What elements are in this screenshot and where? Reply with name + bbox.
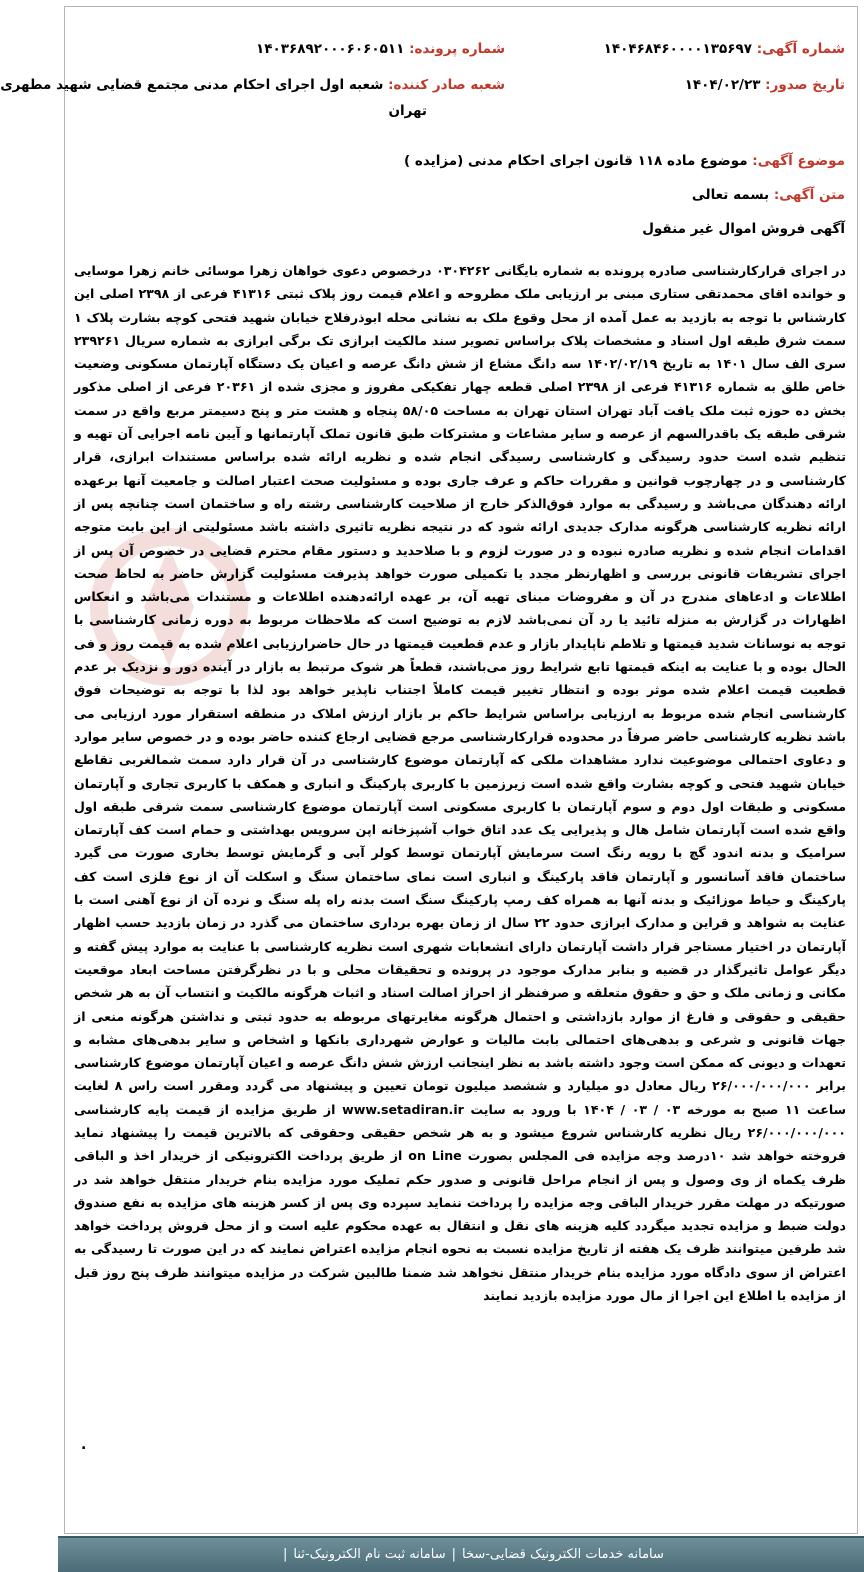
notice-number: ۱۴۰۴۶۸۴۶۰۰۰۰۱۳۵۶۹۷ bbox=[603, 41, 752, 57]
footer-bar bbox=[58, 1536, 864, 1572]
issuing-branch-row bbox=[0, 77, 505, 93]
issuing-branch-line2: تهران bbox=[388, 103, 427, 119]
basmala: بسمه تعالی bbox=[691, 187, 770, 203]
issue-date-row bbox=[685, 77, 845, 93]
issuing-branch-line2-row bbox=[388, 103, 427, 119]
case-number: ۱۴۰۳۶۸۹۲۰۰۰۶۰۶۰۵۱۱ bbox=[256, 41, 405, 57]
text-label: متن آگهی: bbox=[773, 187, 845, 203]
issue-date-label: تاریخ صدور: bbox=[765, 77, 845, 93]
body-part2: از طریق مزایده از قیمت پایه کارشناسی ۲۶/۰۰۰/۰۰۰/۰۰۰ ریال نظریه کارشناس شروع میشود و به هر شخص حقیقی وحقوقی که بالاترین قیمت را پیشنهاد نماید فروخته خواهد شد ۱۰درصد وجه مزایده فی المجلس بصورت on Line از طریق پرداخت الکترونیکی از خریدار اخذ و الباقی ظرف یکماه از وی وصول و پس از انجام مراحل قانونی و صدور حکم تملیک مورد مزایده بنام خریدار منتقل خواهد شد در صورتیکه در مهلت مقرر خریدار الباقی وجه مزایده را پرداخت ننماید سپرده وی پس از کسر هزینه های مزایده به نفع صندوق دولت ضبط و مزایده تجدید میگردد کلیه هزینه های نقل و انتقال به عهده محکوم علیه است و از محل فروش پرداخت خواهد شد طرفین میتوانند ظرف یک هفته از تاریخ مزایده نسبت به نحوه انجام مزایده اعتراض نمایند که در این صورت تا رسیدگی به اعتراض از سوی دادگاه مورد مزایده بنام خریدار منتقل نخواهد شد ضمنا طالبین شرکت در مزایده میتوانند ظرف پنج روز قبل از مزایده با اطلاع این اجرا از مال مورد مزایده بازدید نمایند bbox=[74, 1101, 847, 1304]
footer-link-sakha[interactable]: سامانه خدمات الکترونیک قضایی-سخا bbox=[461, 1547, 664, 1562]
footer-link-sana[interactable]: سامانه ثبت نام الکترونیک-ثنا bbox=[293, 1547, 446, 1562]
issuing-branch-label: شعبه صادر کننده: bbox=[388, 77, 505, 93]
subject-label: موضوع آگهی: bbox=[752, 153, 845, 169]
case-number-row bbox=[256, 41, 505, 57]
setadiran-link[interactable]: www.setadiran.ir bbox=[342, 1101, 464, 1117]
footer-links bbox=[283, 1547, 664, 1562]
trailing-dot: . bbox=[81, 1437, 87, 1453]
case-number-label: شماره پرونده: bbox=[409, 41, 505, 57]
issuing-branch-line1: شعبه اول اجرای احکام مدنی مجتمع قضایی شهید مطهری bbox=[0, 77, 384, 93]
notice-frame bbox=[0, 6, 858, 1534]
notice-body bbox=[74, 259, 846, 1307]
subject: موضوع ماده ۱۱۸ قانون اجرای احکام مدنی (مزایده ) bbox=[404, 153, 748, 169]
issue-date: ۱۴۰۴/۰۲/۲۳ bbox=[684, 77, 761, 93]
footer-separator-end: | bbox=[283, 1547, 288, 1562]
body-part1: در اجرای قرارکارشناسی صادره پرونده به شماره بایگانی ۰۳۰۴۲۶۲ درخصوص دعوی خواهان زهرا موسائی خانم زهرا موسایی و خوانده اقای محمدتقی ستاری مبنی بر ارزیابی ملک مطروحه و اعلام قیمت روز پلاک ثبتی ۴۱۳۱۶ فرعی از ۲۳۹۸ اصلی این کارشناس با توجه به بازدید به عمل آمده از محل وقوع ملک به نشانی محله ابوذرفلاح خیابان شهید فتحی کوچه بشارت پلاک ۱ سمت شرق طبقه اول اسناد و مشخصات پلاک براساس تصویر سند مالکیت ابرازی تک برگی ابرازی به شماره سریال ۲۳۹۲۶۱ سری الف سال ۱۴۰۱ به تاریخ ۱۴۰۲/۰۲/۱۹ سه دانگ مشاع از شش دانگ عرصه و اعیان یک دستگاه آپارتمان مسکونی وضعیت خاص طلق به شماره ۴۱۳۱۶ فرعی از ۲۳۹۸ اصلی قطعه چهار تفکیکی مفروز و مجزی شده از ۲۰۳۶۱ فرعی از اصلی مذکور بخش ده حوزه ثبت ملک یافت آباد تهران استان تهران به مساحت ۵۸/۰۵ پنجاه و هشت متر و پنج دسیمتر مربع واقع در سمت شرقی طبقه یک باقدرالسهم از عرصه و سایر مشاعات و مشترکات طبق قانون تملک آپارتمانها و آیین نامه اجرایی آن تهیه و تنظیم شده است حدود رسیدگی و کارشناسی رسیدگی انجام شده و نظریه ارائه شده براساس مستندات ابرازی، قرار کارشناسی و در چهارچوب قوانین و مقررات حاکم و عرف جاری بوده و مسئولیت صحت اعتبار اصالت و جامعیت آنها برعهده ارائه دهندگان می‌باشد و رسیدگی به موارد فوق‌الذکر خارج از صلاحیت کارشناسی رشته راه و ساختمان است چنانچه پس از ارائه نظریه کارشناسی هرگونه مدارک جدیدی ارائه شود که در نتیجه نظریه تاثیری داشته باشد مسئولیتی از این بابت متوجه اقدامات انجام شده و نظریه صادره نبوده و در صورت لزوم و با صلاحدید و دستور مقام محترم قضایی در خصوص آن پس از اجرای تشریفات قانونی بررسی و اظهارنظر مجدد یا تکمیلی صورت خواهد پذیرفت مسئولیت گزارش حاضر به لحاظ صحت اطلاعات و ادعاهای مندرج در آن و مفروضات مبنای تهیه آن، بر عهده ارائه‌دهنده اطلاعات و مستندات می‌باشد و انعکاس اظهارات در گزارش به منزله تائید یا رد آن نمی‌باشد لازم به توضیح است که ملاحظات مربوط به دوره زمانی کارشناسی با توجه به نوسانات شدید قیمتها و تلاطم ناپایدار بازار و عدم قطعیت قیمتها در حال حاضرارزیابی اعلام شده به قیمت روز و فی الحال بوده و با عنایت به اینکه قیمتها تابع شرایط روز می‌باشند، قطعاً هر شوک مرتبط به بازار در آینده دور و نزدیک بر عدم قطعیت قیمت اعلام شده موثر بوده و انتظار تغییر قیمت کاملاً اجتناب ناپذیر خواهد بود لذا با توجه به توضیحات فوق کارشناسی انجام شده مربوط به ارزیابی براساس شرایط حاکم بر بازار ارزش املاک در منطقه استقرار مورد ارزیابی می باشد نظریه کارشناسی حاضر صرفاً در محدوده قرارکارشناسی مرجع قضایی ارجاع کننده حاضر بوده و در خصوص سایر موارد و دعاوی احتمالی موضوعیت ندارد مشاهدات ملکی که آپارتمان موضوع کارشناسی در آن قرار دارد سمت شمالغربی تقاطع خیابان شهید فتحی و کوچه بشارت واقع شده است زیرزمین با کاربری پارکینگ و انباری و همکف با کاربری تجاری و آپارتمان مسکونی و طبقات اول دوم و سوم آپارتمان با کاربری مسکونی است آپارتمان موضوع کارشناسی سمت شرقی طبقه اول واقع شده است آپارتمان شامل هال و پذیرایی یک عدد اتاق خواب آشپزخانه اپن سرویس بهداشتی و حمام است کف آپارتمان سرامیک و بدنه اندود گچ با رویه رنگ است سرمایش آپارتمان توسط کولر آبی و گرمایش توسط بخاری صورت می گیرد ساختمان فاقد آسانسور و آپارتمان فاقد پارکینگ و انباری است نمای ساختمان سنگ و اسکلت آن از نوع فلزی است کف پارکینگ و حیاط موزائیک و بدنه آنها به همراه کف رمپ پارکینگ سنگ است بدنه راه پله سنگ و نرده آن از نوع آهنی است با عنایت به شواهد و قراین و مدارک ابرازی حدود ۲۲ سال از زمان بهره برداری ساختمان می گذرد در زمان بازدید حسب اظهار آپارتمان در اختیار مستاجر قرار داشت آپارتمان دارای انشعابات شهری است نظریه کارشناسی با عنایت به موارد پیش گفته و دیگر عوامل تاثیرگذار در قضیه و بنابر مدارک موجود در پرونده و تحقیقات محلی و با در نظرگرفتن مساحت ابعاد موقعیت مکانی و زمانی ملک و حق و حقوق متعلقه و صرفنظر از احراز اصالت اسناد و اثبات هرگونه مالکیت و انتساب آن به هر شخص حقیقی و حقوقی و فارغ از موارد بازداشتی و احتمال هرگونه مغایرتهای مربوطه به حدود ثبتی و نداشتن هرگونه منعی از جهات قانونی و شرعی و بدهی‌های احتمالی بابت مالیات و عوارض شهرداری بانکها و اشخاص و سایر بدهی‌های مشابه و تعهدات و دیونی که ممکن است وجود داشته باشد به نظر اینجانب ارزش شش دانگ عرصه و اعیان آپارتمان موضوع کارشناسی برابر ۲۶/۰۰۰/۰۰۰/۰۰۰ ریال معادل دو میلیارد و ششصد میلیون تومان تعیین و پیشنهاد می گردد ومقرر است راس ۸ لغایت ساعت ۱۱ صبح به مورخه ۰۳ / ۰۳ / ۱۴۰۴ با ورود به سایت bbox=[74, 263, 847, 1117]
notice-number-row bbox=[604, 41, 845, 57]
text-label-row bbox=[692, 187, 845, 203]
notice-number-label: شماره آگهی: bbox=[756, 41, 845, 57]
footer-separator: | bbox=[451, 1547, 456, 1562]
subject-row bbox=[404, 153, 845, 169]
document-title: آگهی فروش اموال غیر منقول bbox=[642, 221, 845, 237]
